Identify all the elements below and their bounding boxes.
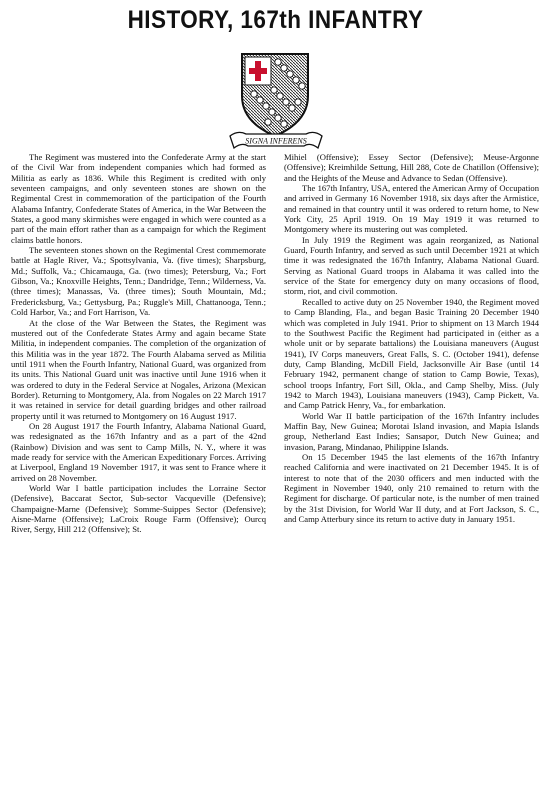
paragraph: The 167th Infantry, USA, entered the American Army of Occupation and arrived in Germany 16 November 1918, six days after the Armistice, and remained in that country until it was ordered to return home, to New York City, 25 April 1919. On 19 May 1919 it was returned to Montgomery where its mustering out was completed. [284,183,539,235]
regimental-crest [224,44,328,150]
text-column-right [284,152,539,792]
paragraph: Recalled to active duty on 25 November 1940, the Regiment moved to Camp Blanding, Fla., and began Basic Training 20 December 1940 which was completed in July 1941. Prior to shipment on 13 March 1944 to the Southwest Pacific the Regiment had participated in (either as a whole unit or by separate battalions) the Louisiana maneuvers (August 1941), IV Corps maneuvers, Great Falls, S. C. (October 1941), defense duty, Camp Blanding, McDill Field, Jacksonville Air Base (until 14 February 1942, permanent change of station to Camp Bowie, Texas), school troops Infantry, Fort Sill, Okla., and Camp Shelby, Miss. (July 1942 to March 1943), Louisiana maneuvers (1943), Camp Pickett, Va. and Camp Patrick Henry, Va., for embarkation. [284,296,539,411]
cross-horizontal [249,68,267,74]
paragraph: World War II battle participation of the 167th Infantry includes Maffin Bay, New Guinea; Morotai Island invasion, and Mapia Islands group, Netherland East Indies; Sansapor, Dutch New Guinea; and invasion, Parang, Mindanao, Philippine Islands. [284,410,539,452]
paragraph: In July 1919 the Regiment was again reorganized, as National Guard, Fourth Infantry, and served as such until December 1921 at which time it was redesignated the 167th Infantry, Alabama National Guard. Serving as National Guard troops in Alabama it was called into the service of the State for emergency duty on many occasions of flood, storm, riot, and civil commotion. [284,234,539,297]
paragraph: Mihiel (Offensive); Essey Sector (Defensive); Meuse-Argonne (Offensive); Kreimhilde Settung, Hill 288, Cote de Chatillon (Offensive); and the Heights of the Meuse and Advance to Sedan (Offensive). [284,152,539,183]
text-column-left [11,152,266,792]
paragraph: The seventeen stones shown on the Regimental Crest commemorate battle at Hagle River, Va.; Spottsylvania, Va. (five times); Sharpsburg, Md.; Suffolk, Va.; Chicamauga, Ga. (two times); Petersburg, Va.; Fort Gibson, Va.; Knoxville Heights, Tenn.; Dandridge, Tenn.; Wilderness, Va. (three times); Manassas, Va. (three times); South Mountain, Md.; Fredericksburg, Va.; Gettysburg, Pa.; Ruggle's Mill, Chattanooga, Tenn.; Cold Harbor, Va.; and Fort Harrison, Va. [11,245,266,318]
page-title: HISTORY, 167th INFANTRY [127,6,424,34]
paragraph: On 28 August 1917 the Fourth Infantry, Alabama National Guard, was redesignated as the 167th Infantry and as a part of the 42nd (Rainbow) Division and was sent to Camp Mills, N. Y., where it was made ready for service with the American Expeditionary Forces. Arriving at Liverpool, England 19 November 1917, it was sent to France where it arrived on 28 November. [11,420,266,483]
crest-motto: SIGNA INFERENS [245,136,307,146]
paragraph: At the close of the War Between the States, the Regiment was mustered out of the Confederate States Army and again became State Militia, in independent companies. The completion of the organization of this Militia was in the year 1872. The Fourth Alabama served as Militia until 1911 when the Fourth Infantry, National Guard, was organized from its units. This National Guard unit was inactive until June 1916 when it was ordered to duty in the Federal Service at Nogales, Arizona (Mexican Border). Returning to Montgomery, Ala. from Nogales on 22 March 1917 it was retained in service for detail guarding bridges and other railroad property until it was returned to Montgomery on 16 August 1917. [11,317,266,421]
paragraph: The Regiment was mustered into the Confederate Army at the start of the Civil War from independent companies which had formed as Militia as early as 1836. While this Regiment is credited with only seventeen campaigns, and only seventeen stones are shown on the Regimental Crest in commemoration of the participation of the Fourth Alabama Infantry, Confederate States of America, in the War Between the States, a good many skirmishes were engaged in which were counted as a part of the main effort rather than as a campaign for which the Regiment claims battle honors. [11,152,266,245]
paragraph: On 15 December 1945 the last elements of the 167th Infantry reached California and were inactivated on 21 December 1945. It is of interest to note that of the 2030 officers and men inducted with the Regiment in November 1940, only 210 remained to return with the Regiment for discharge. Of particular note, is the number of men trained by the 31st Division, for World War II duty, and at Fort Jackson, S. C., and Camp Atterbury since its return to active duty in January 1951. [284,451,539,525]
paragraph: World War I battle participation includes the Lorraine Sector (Defensive), Baccarat Sector, Sub-sector Vacqueville (Defensive); Champaigne-Marne (Defensive); Somme-Suippes Sector (Defensive); Aisne-Marne (Offensive); LaCroix Rouge Farm (Offensive); Ourcq River, Sergy, Hill 212 (Offensive); St. [11,483,266,535]
